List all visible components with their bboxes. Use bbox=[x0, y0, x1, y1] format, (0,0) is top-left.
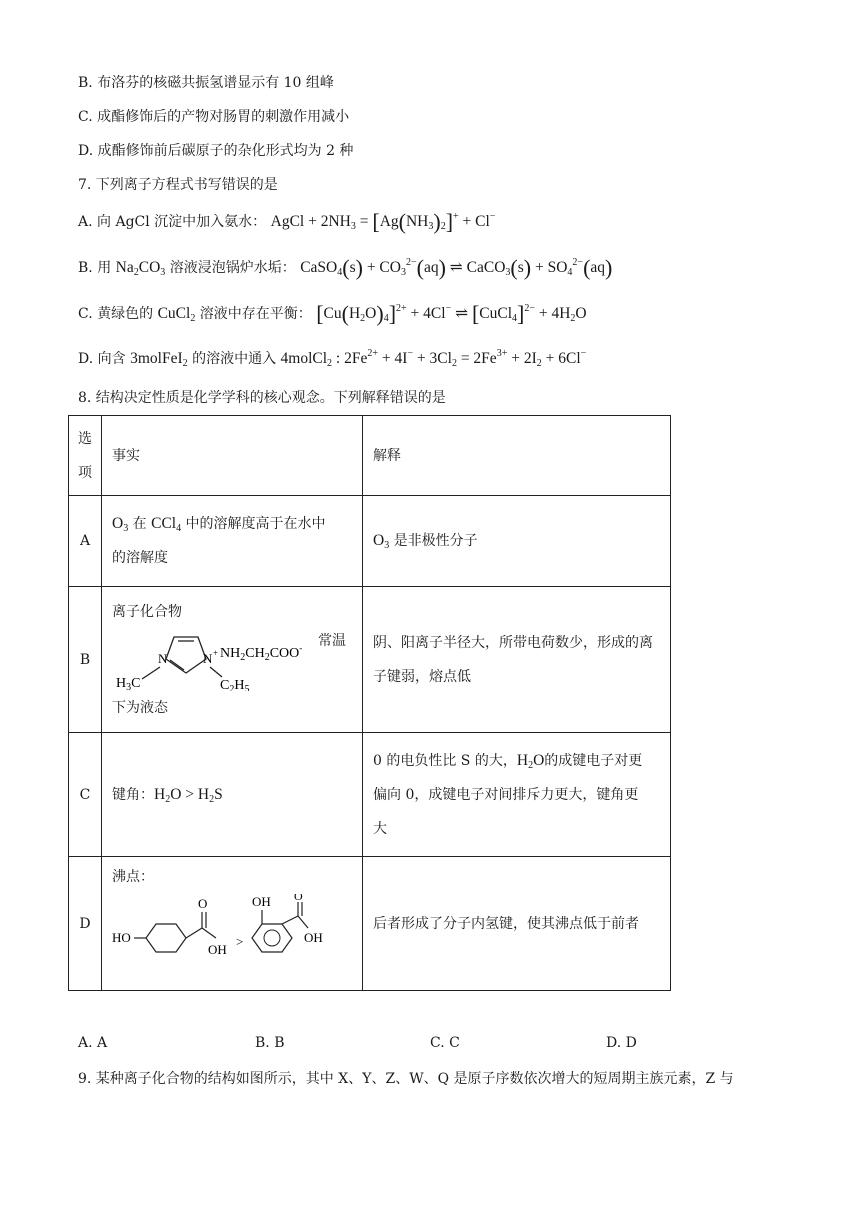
row-a-fact-tail: 中的溶解度高于在水中 bbox=[185, 516, 326, 532]
row-c-expl-line3: 大 bbox=[373, 820, 387, 837]
q7b-text: B. 用 bbox=[78, 260, 112, 276]
q7c-text: C. 黄绿色的 bbox=[78, 306, 154, 322]
q6-option-d: D. 成酯修饰前后碳原子的杂化形式均为 2 种 bbox=[78, 143, 354, 159]
ionic-liquid-structure bbox=[112, 629, 352, 691]
row-d-fact bbox=[102, 857, 363, 991]
q6-option-b: B. 布洛芬的核磁共振氢谱显示有 10 组峰 bbox=[78, 75, 334, 91]
q7c-text-mid: 溶液中存在平衡： bbox=[199, 306, 312, 322]
q7-stem: 7. 下列离子方程式书写错误的是 bbox=[78, 177, 278, 193]
hydroxybenzoic-acid-structures bbox=[112, 894, 352, 974]
header-option bbox=[69, 416, 102, 496]
bond-angle-comparison: $H_2O > H_2S$ bbox=[154, 785, 223, 805]
imidazolium-structure-image bbox=[112, 629, 322, 691]
row-d-explanation: 后者形成了分子内氢键，使其沸点低于前者 bbox=[363, 857, 671, 991]
row-c-expl-a: 0 的电负性比 S 的大， bbox=[373, 752, 517, 769]
q7b-text-mid: 溶液浸泡锅炉水垢： bbox=[169, 260, 296, 276]
q7d-amount: 3molFeI$_2$ bbox=[130, 350, 188, 369]
q7b-reagent: $Na_2CO_3$ bbox=[115, 259, 166, 278]
q8-table bbox=[68, 415, 671, 991]
svg-text:N: N bbox=[158, 650, 168, 666]
row-a-explanation bbox=[363, 496, 671, 587]
q7a-text: A. 向 AgCl 沉淀中加入氨水： bbox=[78, 214, 267, 230]
q7b-equation: CaSO$_4$(s) + $CO_3^{2-}(aq)$ ⇌ CaCO$_3$(s) + $SO_4^{2-}(aq)$ bbox=[300, 255, 613, 280]
row-c-explanation bbox=[363, 733, 671, 857]
o3-formula: $O_3$ bbox=[112, 515, 129, 534]
q7a-equation: AgCl + $2NH_3 = [Ag(NH_3)_2]^+ + Cl^-$ bbox=[270, 209, 496, 234]
header-explanation: 解释 bbox=[363, 416, 671, 496]
row-c-fact bbox=[102, 733, 363, 857]
q7d-equation: 4molCl$_2$ : $2Fe^{2+} + 4I^- + 3Cl_2 = 2Fe^{3+} + 2I_2 + 6Cl^-$ bbox=[280, 348, 587, 369]
q6-option-c: C. 成酯修饰后的产物对肠胃的刺激作用减小 bbox=[78, 109, 350, 125]
answer-d: D. D bbox=[606, 1035, 637, 1051]
svg-text:NH2CH2COO-: $NH_2CH_2COO^-$ bbox=[220, 642, 303, 663]
row-b-explanation-text: 阴、阳离子半径大，所带电荷数少，形成的离子键弱，熔点低 bbox=[373, 634, 653, 685]
table-header-row bbox=[69, 416, 671, 496]
row-d-option: D bbox=[69, 857, 102, 991]
row-a-option: A bbox=[69, 496, 102, 587]
q7-option-a bbox=[78, 209, 496, 234]
svg-text:>: > bbox=[236, 934, 244, 949]
answer-a: A. A bbox=[78, 1035, 108, 1051]
row-b-fact bbox=[102, 587, 363, 733]
row-d-fact-label: 沸点： bbox=[112, 869, 154, 885]
q7-option-d bbox=[78, 349, 586, 369]
svg-text:OH: OH bbox=[252, 894, 271, 909]
row-a-fact-suffix: 在 bbox=[132, 516, 147, 532]
header-fact: 事实 bbox=[102, 416, 363, 496]
svg-text:+: + bbox=[213, 647, 219, 658]
svg-text:C2H5: $C_2H_5$ bbox=[220, 677, 250, 691]
svg-text:O: O bbox=[294, 894, 303, 903]
row-a-fact bbox=[102, 496, 363, 587]
row-b-option: B bbox=[69, 587, 102, 733]
ccl4-formula: CCl$_4$ bbox=[151, 515, 182, 534]
header-option-text: 选项 bbox=[78, 430, 92, 481]
q7d-text: D. 向含 bbox=[78, 351, 126, 367]
row-c-expl-b: 的成键电子对更 bbox=[544, 752, 643, 769]
svg-text:OH: OH bbox=[304, 930, 323, 945]
row-a-fact-line2: 的溶解度 bbox=[112, 550, 168, 566]
row-b-fact-tail: 常温 bbox=[318, 632, 346, 649]
q9-stem: 9. 某种离子化合物的结构如图所示，其中 X、Y、Z、W、Q 是原子序数依次增大的短周期主族元素，Z 与 bbox=[78, 1071, 734, 1087]
row-c-fact-prefix: 键角： bbox=[112, 786, 154, 803]
row-b-fact-line1: 离子化合物 bbox=[112, 603, 182, 620]
svg-text:O: O bbox=[198, 896, 208, 911]
table-row-c bbox=[69, 733, 671, 857]
row-c-expl-line2: 偏向 0，成键电子对间排斥力更大，键角更 bbox=[373, 786, 639, 803]
svg-text:OH: OH bbox=[208, 942, 227, 957]
svg-text:N: N bbox=[203, 650, 213, 666]
table-row-d bbox=[69, 857, 671, 991]
table-row-a bbox=[69, 496, 671, 587]
row-a-explanation-text: 是非极性分子 bbox=[393, 533, 478, 549]
row-b-explanation bbox=[363, 587, 671, 733]
row-b-fact-line3: 下为液态 bbox=[112, 699, 168, 716]
q7-option-b bbox=[78, 255, 613, 280]
q8-stem: 8. 结构决定性质是化学学科的核心观念。下列解释错误的是 bbox=[78, 390, 446, 406]
q7c-equation: $[Cu(H_2O)_4]^{2+} + 4Cl^-$ ⇌ [CuCl$_4$]$^{2-}$ + $4H_2O$ bbox=[316, 301, 587, 326]
q7c-reagent: CuCl$_2$ bbox=[157, 305, 196, 324]
svg-text:H3C: $H_3C$ bbox=[116, 675, 141, 691]
table-row-b bbox=[69, 587, 671, 733]
answer-b: B. B bbox=[255, 1035, 285, 1051]
h2o-formula: $H_2O$ bbox=[516, 751, 545, 771]
o3-formula-expl: $O_3$ bbox=[373, 532, 390, 551]
q7-option-c bbox=[78, 301, 587, 326]
q7d-text-mid: 的溶液中通入 bbox=[192, 351, 277, 367]
svg-text:HO: HO bbox=[112, 930, 131, 945]
answer-c: C. C bbox=[430, 1035, 460, 1051]
row-c-option: C bbox=[69, 733, 102, 857]
